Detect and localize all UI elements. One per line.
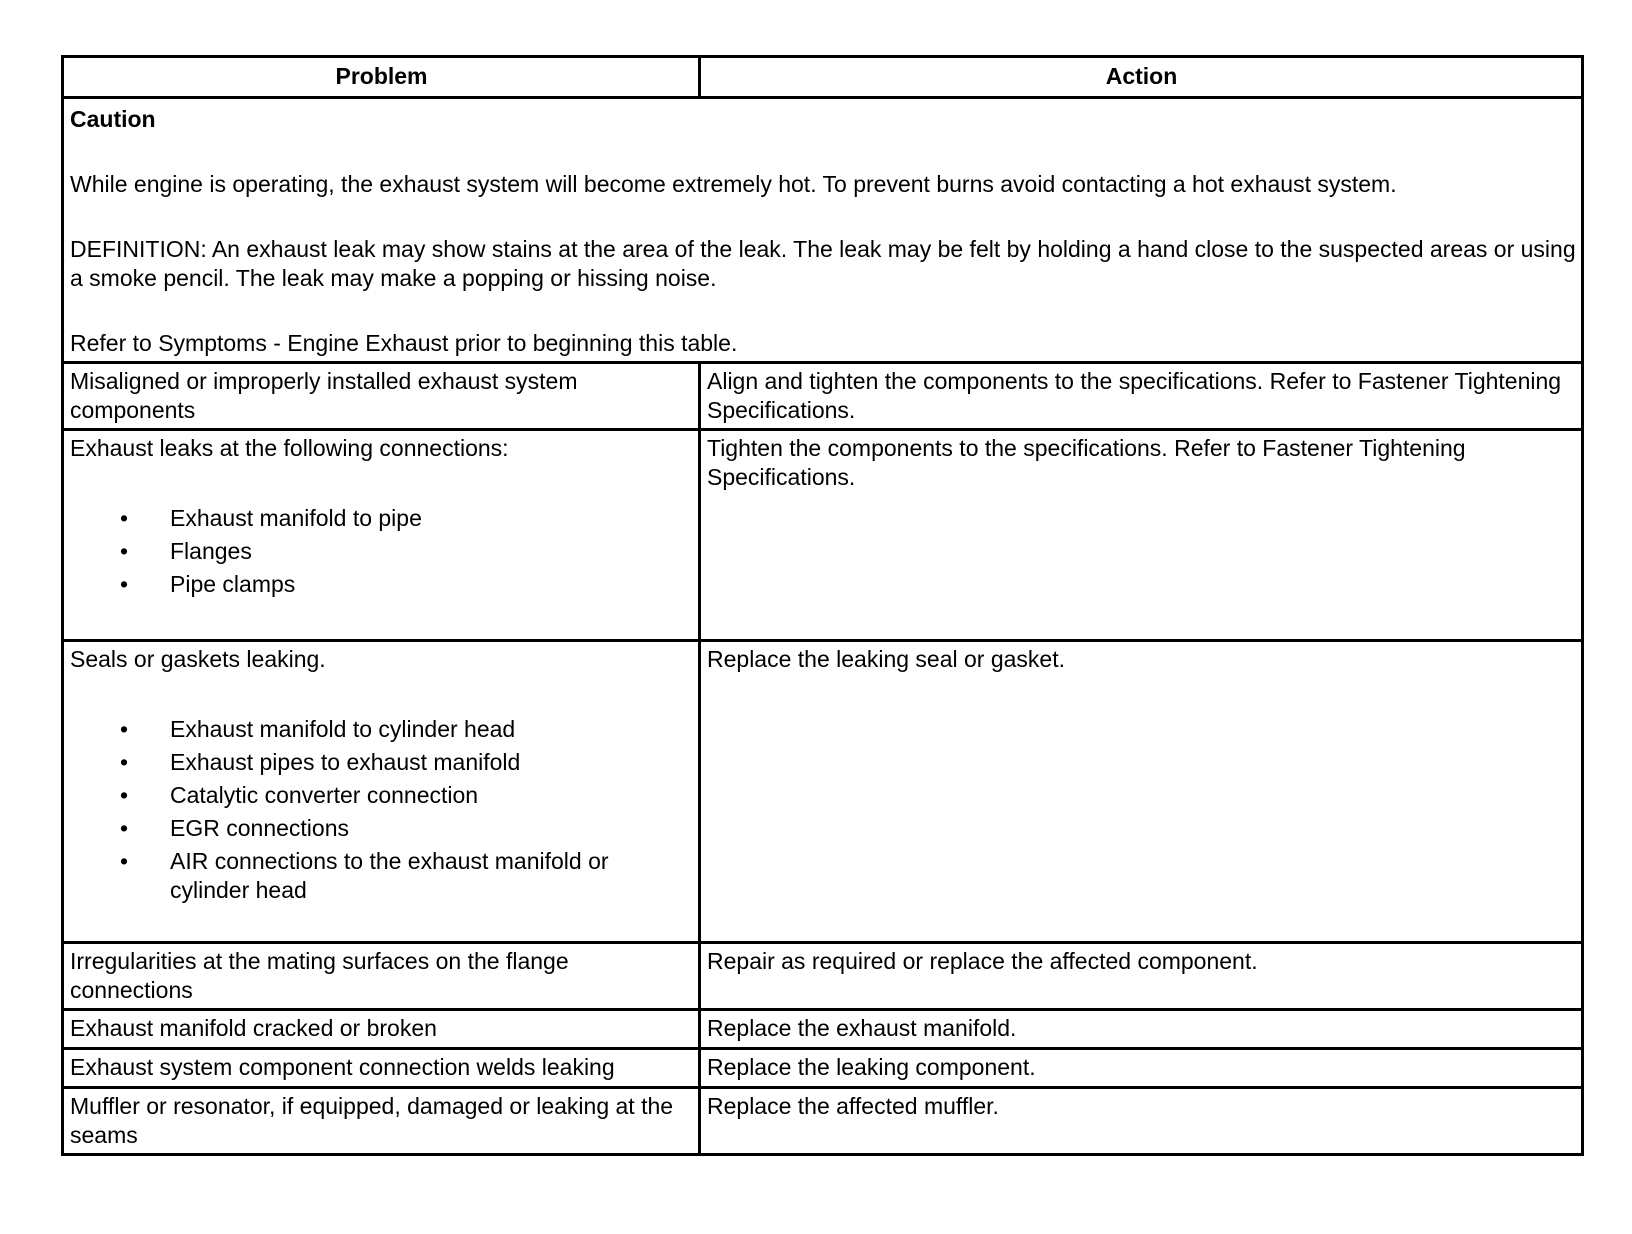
bullet-icon: • [120,749,129,775]
problem-cell [63,641,700,943]
problem-text: Seals or gaskets leaking. [70,646,326,672]
problem-cell: Exhaust system component connection welds leaking [63,1049,700,1088]
caution-warning-text: While engine is operating, the exhaust system will become extremely hot. To prevent burns avoid contacting a hot exhaust system. [70,171,1397,197]
table-row [63,1088,1583,1155]
table-row [63,943,1583,1010]
caution-definition-text: DEFINITION: An exhaust leak may show stains at the area of the leak. The leak may be felt by holding a hand close to the suspected areas or using a smoke pencil. The leak may make a popping or hissing noise. [70,236,1576,291]
caution-row [63,98,1583,363]
table-row [63,641,1583,943]
bullet-icon: • [120,716,129,742]
troubleshooting-table [61,55,1584,1156]
header-row [63,57,1583,98]
problem-cell: Exhaust manifold cracked or broken [63,1010,700,1049]
caution-reference-text: Refer to Symptoms - Engine Exhaust prior to beginning this table. [70,330,738,356]
list-item [70,715,693,744]
table-row [63,1010,1583,1049]
action-cell: Replace the affected muffler. [700,1088,1583,1155]
caution-title: Caution [70,106,156,132]
list-item-text: Exhaust manifold to cylinder head [170,716,516,742]
problem-cell: Irregularities at the mating surfaces on the flange connections [63,943,700,1010]
list-item-text: Exhaust pipes to exhaust manifold [170,749,521,775]
table-row [63,1049,1583,1088]
action-cell: Replace the leaking seal or gasket. [700,641,1583,943]
action-column-header: Action [700,57,1583,98]
list-item [70,814,693,843]
list-item [70,748,693,777]
list-item [70,570,693,599]
list-item-text: EGR connections [170,815,349,841]
problem-cell: Muffler or resonator, if equipped, damaged or leaking at the seams [63,1088,700,1155]
problem-cell [63,430,700,641]
list-item-text: Exhaust manifold to pipe [170,505,422,531]
problem-column-header: Problem [63,57,700,98]
table-row [63,430,1583,641]
action-cell: Repair as required or replace the affected component. [700,943,1583,1010]
bullet-icon: • [120,815,129,841]
caution-cell [63,98,1583,363]
list-item [70,537,693,566]
list-item [70,504,693,533]
action-cell: Tighten the components to the specifications. Refer to Fastener Tightening Specifications. [700,430,1583,641]
list-item [70,847,693,905]
bullet-icon: • [120,505,129,531]
problem-text: Exhaust leaks at the following connections: [70,435,509,461]
connection-list [70,504,693,599]
list-item [70,781,693,810]
bullet-icon: • [120,538,129,564]
bullet-icon: • [120,571,129,597]
table-row [63,363,1583,430]
bullet-icon: • [120,782,129,808]
seal-location-list [70,715,693,905]
list-item-text: Catalytic converter connection [170,782,479,808]
action-cell: Replace the exhaust manifold. [700,1010,1583,1049]
action-cell: Replace the leaking component. [700,1049,1583,1088]
bullet-icon: • [120,848,129,874]
list-item-text: AIR connections to the exhaust manifold or cylinder head [170,848,609,903]
action-cell: Align and tighten the components to the specifications. Refer to Fastener Tightening Specifications. [700,363,1583,430]
list-item-text: Flanges [170,538,252,564]
problem-cell: Misaligned or improperly installed exhaust system components [63,363,700,430]
list-item-text: Pipe clamps [170,571,296,597]
